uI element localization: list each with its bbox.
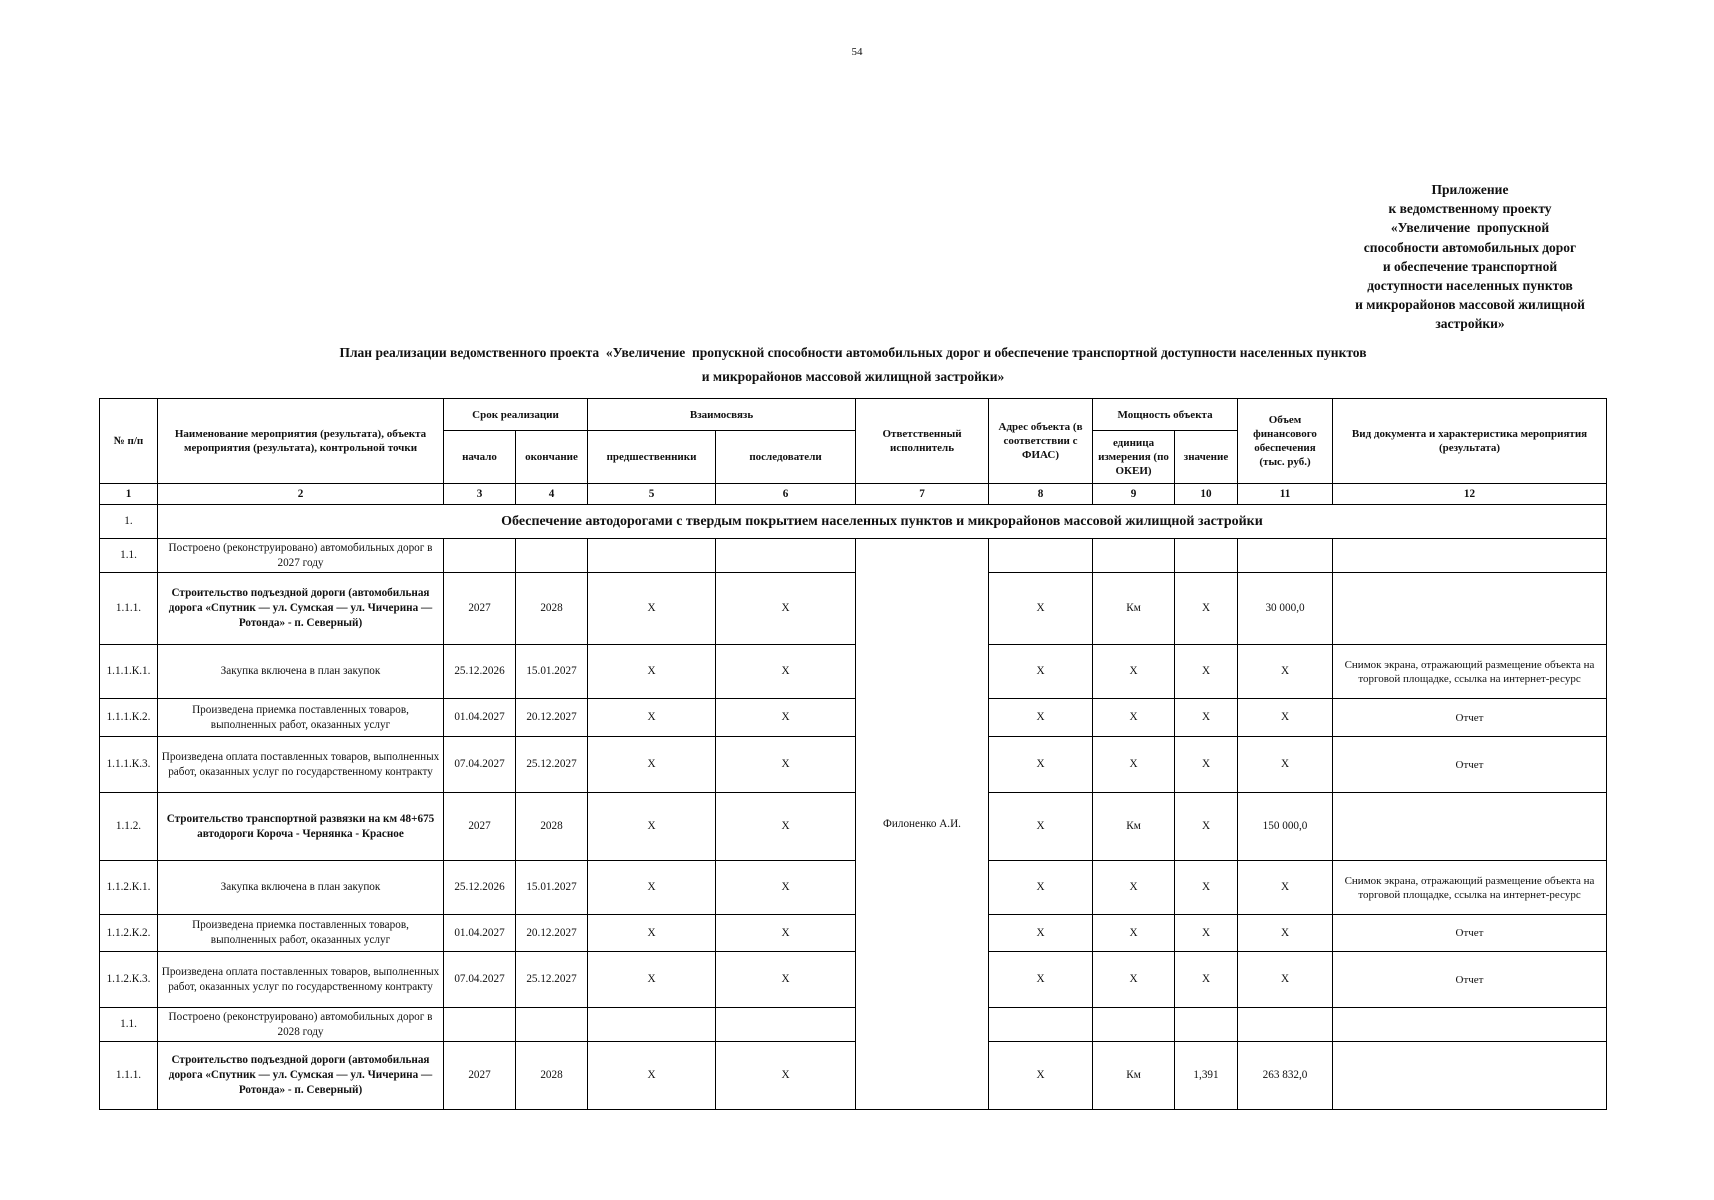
row-finance: 30 000,0 xyxy=(1238,573,1333,645)
table-row xyxy=(100,539,1607,573)
row-predecessors: X xyxy=(588,573,716,645)
row-end: 25.12.2027 xyxy=(516,737,588,793)
row-num: 1.1.2.К.2. xyxy=(100,915,158,952)
row-unit: X xyxy=(1093,861,1175,915)
row-predecessors: X xyxy=(588,861,716,915)
column-number: 11 xyxy=(1238,484,1333,505)
row-address: X xyxy=(989,645,1093,699)
appendix-line: к ведомственному проекту xyxy=(1388,201,1552,217)
column-number: 3 xyxy=(444,484,516,505)
row-num: 1.1.2. xyxy=(100,793,158,861)
header-relation: Взаимосвязь xyxy=(588,399,856,431)
row-unit xyxy=(1093,539,1175,573)
table-row xyxy=(100,861,1607,915)
row-value: X xyxy=(1175,645,1238,699)
row-successors: X xyxy=(716,1042,856,1110)
table-row xyxy=(100,1042,1607,1110)
row-doc: Отчет xyxy=(1333,699,1607,737)
row-finance: X xyxy=(1238,645,1333,699)
row-end: 2028 xyxy=(516,793,588,861)
appendix-line: доступности населенных пунктов xyxy=(1367,278,1573,294)
row-finance xyxy=(1238,539,1333,573)
header-value: значение xyxy=(1175,431,1238,484)
row-name: Построено (реконструировано) автомобильных дорог в 2028 году xyxy=(158,1008,444,1042)
header-responsible: Ответственный исполнитель xyxy=(856,399,989,484)
row-address: X xyxy=(989,793,1093,861)
row-predecessors: X xyxy=(588,645,716,699)
row-name: Строительство транспортной развязки на км 48+675 автодороги Короча - Чернянка - Красное xyxy=(158,793,444,861)
table-row xyxy=(100,1008,1607,1042)
row-unit: X xyxy=(1093,952,1175,1008)
row-successors: X xyxy=(716,793,856,861)
appendix-line: и микрорайонов массовой жилищной xyxy=(1355,297,1585,313)
appendix-line: застройки» xyxy=(1435,316,1505,332)
row-predecessors: X xyxy=(588,793,716,861)
row-successors: X xyxy=(716,645,856,699)
row-doc: Снимок экрана, отражающий размещение объекта на торговой площадке, ссылка на интернет-ресурс xyxy=(1333,861,1607,915)
table-row xyxy=(100,737,1607,793)
row-successors: X xyxy=(716,861,856,915)
row-num: 1.1.2.К.1. xyxy=(100,861,158,915)
header-start: начало xyxy=(444,431,516,484)
row-start: 25.12.2026 xyxy=(444,645,516,699)
table-row xyxy=(100,915,1607,952)
row-predecessors: X xyxy=(588,1042,716,1110)
row-start xyxy=(444,539,516,573)
row-value: X xyxy=(1175,793,1238,861)
row-start: 25.12.2026 xyxy=(444,861,516,915)
row-name: Закупка включена в план закупок xyxy=(158,861,444,915)
row-start: 2027 xyxy=(444,573,516,645)
appendix-block xyxy=(1330,180,1610,334)
row-name: Строительство подъездной дороги (автомобильная дорога «Спутник — ул. Сумская — ул. Чичерина — Ротонда» - п. Северный) xyxy=(158,1042,444,1110)
header-successors: последователи xyxy=(716,431,856,484)
row-doc: Снимок экрана, отражающий размещение объекта на торговой площадке, ссылка на интернет-ресурс xyxy=(1333,645,1607,699)
row-doc: Отчет xyxy=(1333,952,1607,1008)
column-number: 2 xyxy=(158,484,444,505)
row-address: X xyxy=(989,1042,1093,1110)
header-end: окончание xyxy=(516,431,588,484)
row-finance: X xyxy=(1238,915,1333,952)
section-title: Обеспечение автодорогами с твердым покрытием населенных пунктов и микрорайонов массовой жилищной застройки xyxy=(158,505,1607,539)
row-start: 01.04.2027 xyxy=(444,915,516,952)
row-doc xyxy=(1333,793,1607,861)
row-num: 1.1.2.К.3. xyxy=(100,952,158,1008)
row-start: 01.04.2027 xyxy=(444,699,516,737)
appendix-line: «Увеличение пропускной xyxy=(1390,220,1550,236)
row-predecessors: X xyxy=(588,915,716,952)
row-num: 1.1.1.К.1. xyxy=(100,645,158,699)
row-address: X xyxy=(989,915,1093,952)
row-end: 25.12.2027 xyxy=(516,952,588,1008)
row-start xyxy=(444,1008,516,1042)
column-number: 1 xyxy=(100,484,158,505)
row-finance: X xyxy=(1238,861,1333,915)
row-successors: X xyxy=(716,915,856,952)
row-doc xyxy=(1333,1042,1607,1110)
row-address: X xyxy=(989,861,1093,915)
row-predecessors xyxy=(588,539,716,573)
row-successors xyxy=(716,1008,856,1042)
row-value: X xyxy=(1175,861,1238,915)
column-number: 7 xyxy=(856,484,989,505)
table-row xyxy=(100,645,1607,699)
row-name: Произведена приемка поставленных товаров, выполненных работ, оказанных услуг xyxy=(158,915,444,952)
row-value: 1,391 xyxy=(1175,1042,1238,1110)
appendix-line: способности автомобильных дорог xyxy=(1363,239,1577,255)
row-value: X xyxy=(1175,915,1238,952)
row-address xyxy=(989,539,1093,573)
header-capacity: Мощность объекта xyxy=(1093,399,1238,431)
row-doc xyxy=(1333,539,1607,573)
row-value: X xyxy=(1175,573,1238,645)
row-name: Построено (реконструировано) автомобильных дорог в 2027 году xyxy=(158,539,444,573)
column-number: 6 xyxy=(716,484,856,505)
row-unit: X xyxy=(1093,737,1175,793)
row-finance: X xyxy=(1238,737,1333,793)
row-name: Строительство подъездной дороги (автомобильная дорога «Спутник — ул. Сумская — ул. Чичерина — Ротонда» - п. Северный) xyxy=(158,573,444,645)
row-end xyxy=(516,1008,588,1042)
row-successors: X xyxy=(716,699,856,737)
row-address: X xyxy=(989,952,1093,1008)
appendix-line: и обеспечение транспортной xyxy=(1382,258,1558,274)
plan-title-line: и микрорайонов массовой жилищной застройки» xyxy=(701,369,1005,384)
row-name: Закупка включена в план закупок xyxy=(158,645,444,699)
row-start: 2027 xyxy=(444,1042,516,1110)
plan-title-line: План реализации ведомственного проекта «Увеличение пропускной способности автомобильных дорог и обеспечение транспортной доступности населенных пунктов xyxy=(339,345,1367,360)
section-row xyxy=(100,505,1607,539)
row-end: 15.01.2027 xyxy=(516,861,588,915)
row-successors xyxy=(716,539,856,573)
header-name: Наименование мероприятия (результата), объекта мероприятия (результата), контрольной точки xyxy=(158,399,444,484)
row-successors: X xyxy=(716,573,856,645)
row-predecessors xyxy=(588,1008,716,1042)
row-value: X xyxy=(1175,737,1238,793)
row-start: 07.04.2027 xyxy=(444,952,516,1008)
section-num: 1. xyxy=(100,505,158,539)
row-finance: 150 000,0 xyxy=(1238,793,1333,861)
row-start: 2027 xyxy=(444,793,516,861)
row-unit: Км xyxy=(1093,793,1175,861)
header-finance: Объем финансового обеспечения (тыс. руб.) xyxy=(1238,399,1333,484)
row-doc: Отчет xyxy=(1333,915,1607,952)
row-end: 2028 xyxy=(516,1042,588,1110)
row-doc xyxy=(1333,573,1607,645)
row-finance: X xyxy=(1238,699,1333,737)
row-address: X xyxy=(989,699,1093,737)
row-predecessors: X xyxy=(588,952,716,1008)
column-number: 10 xyxy=(1175,484,1238,505)
plan-table xyxy=(99,398,1607,1110)
row-address: X xyxy=(989,573,1093,645)
column-number: 5 xyxy=(588,484,716,505)
row-num: 1.1. xyxy=(100,539,158,573)
appendix-line: Приложение xyxy=(1431,182,1509,197)
row-unit: X xyxy=(1093,915,1175,952)
row-end: 15.01.2027 xyxy=(516,645,588,699)
table-row xyxy=(100,952,1607,1008)
header-address: Адрес объекта (в соответствии с ФИАС) xyxy=(989,399,1093,484)
row-unit: X xyxy=(1093,645,1175,699)
row-address xyxy=(989,1008,1093,1042)
row-doc xyxy=(1333,1008,1607,1042)
row-successors: X xyxy=(716,952,856,1008)
header-num: № п/п xyxy=(100,399,158,484)
row-end xyxy=(516,539,588,573)
row-finance: 263 832,0 xyxy=(1238,1042,1333,1110)
row-finance: X xyxy=(1238,952,1333,1008)
row-end: 2028 xyxy=(516,573,588,645)
row-num: 1.1.1. xyxy=(100,573,158,645)
row-end: 20.12.2027 xyxy=(516,915,588,952)
row-successors: X xyxy=(716,737,856,793)
row-end: 20.12.2027 xyxy=(516,699,588,737)
row-unit: Км xyxy=(1093,1042,1175,1110)
row-num: 1.1.1.К.3. xyxy=(100,737,158,793)
column-number: 8 xyxy=(989,484,1093,505)
responsible-cell: Филоненко А.И. xyxy=(856,539,989,1110)
row-value: X xyxy=(1175,699,1238,737)
table-row xyxy=(100,793,1607,861)
row-value: X xyxy=(1175,952,1238,1008)
row-value xyxy=(1175,539,1238,573)
column-number: 12 xyxy=(1333,484,1607,505)
row-start: 07.04.2027 xyxy=(444,737,516,793)
row-unit: Км xyxy=(1093,573,1175,645)
header-doc: Вид документа и характеристика мероприятия (результата) xyxy=(1333,399,1607,484)
row-predecessors: X xyxy=(588,699,716,737)
row-finance xyxy=(1238,1008,1333,1042)
row-num: 1.1.1. xyxy=(100,1042,158,1110)
header-predecessors: предшественники xyxy=(588,431,716,484)
row-value xyxy=(1175,1008,1238,1042)
row-name: Произведена приемка поставленных товаров, выполненных работ, оказанных услуг xyxy=(158,699,444,737)
row-unit: X xyxy=(1093,699,1175,737)
row-address: X xyxy=(989,737,1093,793)
table-row xyxy=(100,699,1607,737)
column-number: 4 xyxy=(516,484,588,505)
row-name: Произведена оплата поставленных товаров, выполненных работ, оказанных услуг по государственному контракту xyxy=(158,952,444,1008)
column-number: 9 xyxy=(1093,484,1175,505)
page-number: 54 xyxy=(851,46,863,58)
header-period: Срок реализации xyxy=(444,399,588,431)
row-unit xyxy=(1093,1008,1175,1042)
table-row xyxy=(100,573,1607,645)
row-num: 1.1. xyxy=(100,1008,158,1042)
row-doc: Отчет xyxy=(1333,737,1607,793)
row-name: Произведена оплата поставленных товаров, выполненных работ, оказанных услуг по государственному контракту xyxy=(158,737,444,793)
header-unit: единица измерения (по ОКЕИ) xyxy=(1093,431,1175,484)
plan-title xyxy=(100,341,1606,389)
row-num: 1.1.1.К.2. xyxy=(100,699,158,737)
row-predecessors: X xyxy=(588,737,716,793)
